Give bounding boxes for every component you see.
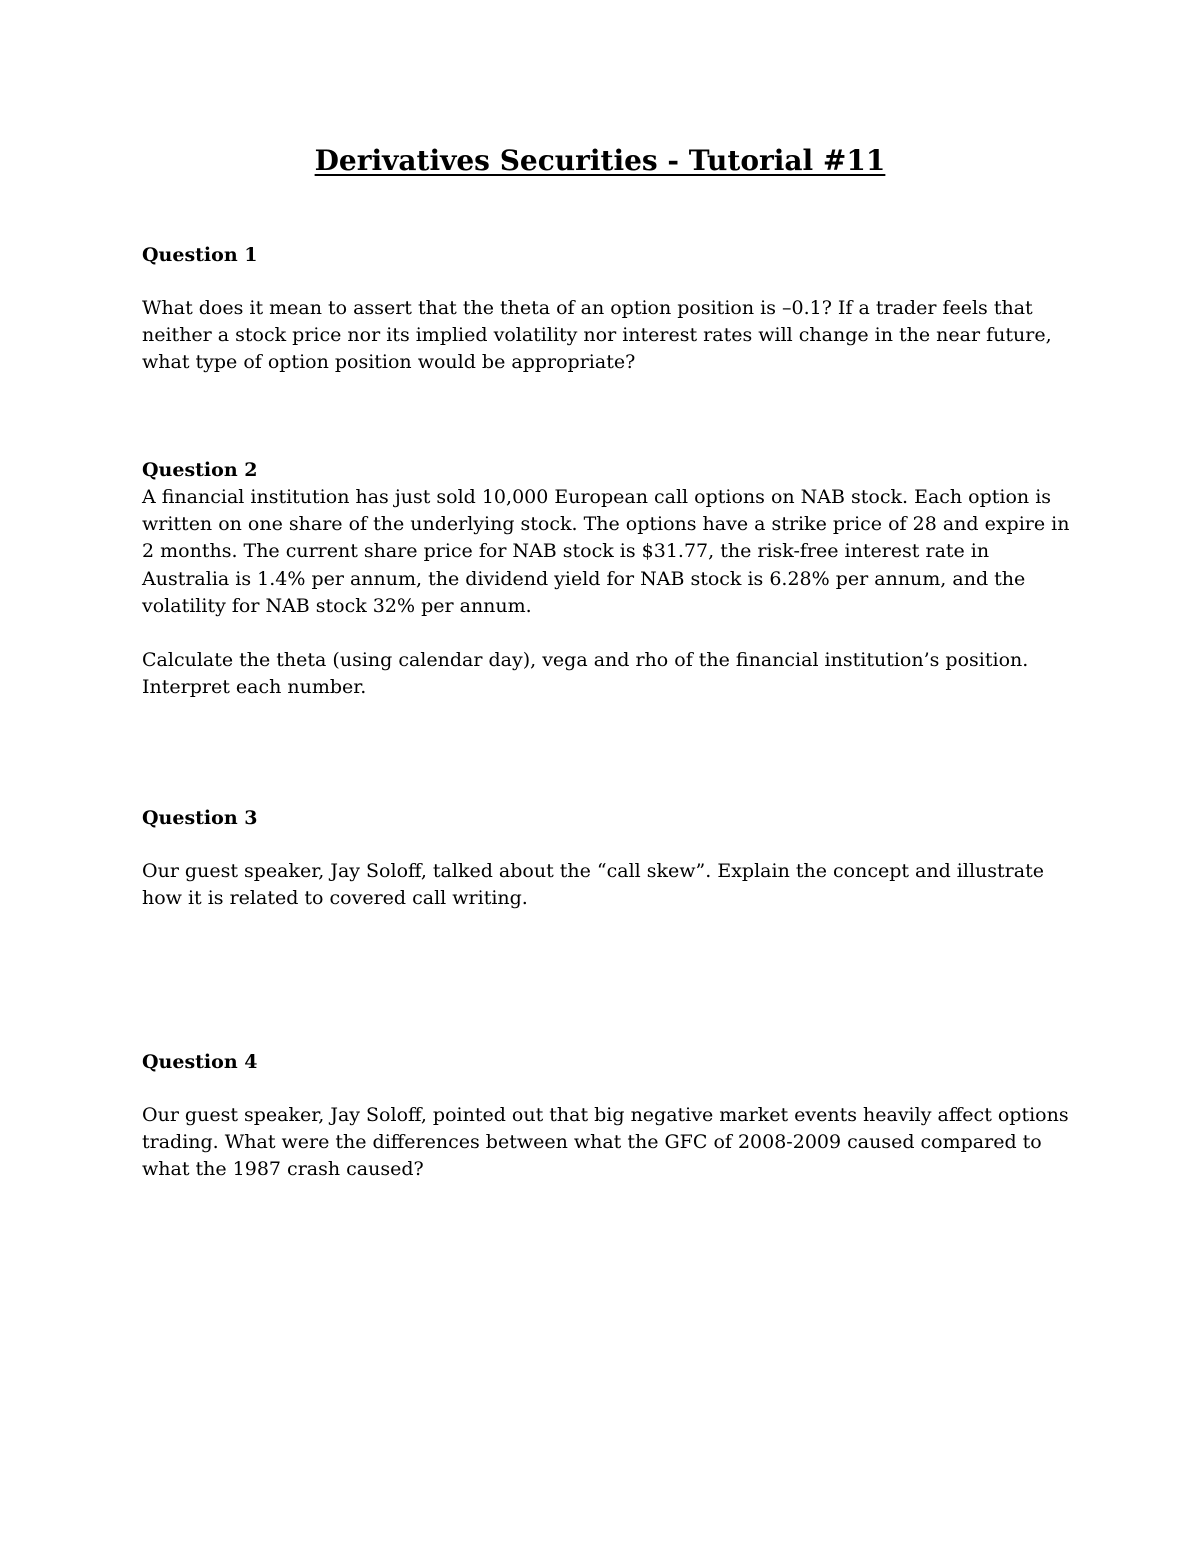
question-2-paragraph-2: Calculate the theta (using calendar day), vega and rho of the financial institution’s position. Interpret each number. — [142, 649, 1029, 699]
document-title: Derivatives Securities - Tutorial #11 — [314, 144, 886, 177]
question-1-paragraph-1: What does it mean to assert that the theta of an option position is –0.1? If a trader feels that neither a stock price nor its implied volatility nor interest rates will change in the near future, what type of option position would be appropriate? — [142, 297, 1052, 374]
question-4-heading-block — [142, 1049, 1072, 1076]
question-1-heading: Question 1 — [142, 244, 258, 266]
question-3-heading-block — [142, 805, 1072, 832]
question-4-body — [142, 1102, 1072, 1184]
question-2-paragraph-1: A financial institution has just sold 10,000 European call options on NAB stock. Each option is written on one share of the underlying stock. The options have a strike price of 28 and expire in 2 months. The current share price for NAB stock is $31.77, the risk-free interest rate in Australia is 1.4% per annum, the dividend yield for NAB stock is 6.28% per annum, and the volatility for NAB stock 32% per annum. — [142, 486, 1070, 617]
question-1-heading-block — [142, 242, 1072, 269]
question-3-body — [142, 858, 1072, 912]
question-3-paragraph-1: Our guest speaker, Jay Soloff, talked about the “call skew”. Explain the concept and illustrate how it is related to covered call writing. — [142, 860, 1044, 910]
question-2-body-2 — [142, 647, 1072, 701]
question-3-heading: Question 3 — [142, 807, 258, 829]
question-2-block — [142, 457, 1072, 620]
question-2-heading: Question 2 — [142, 459, 258, 481]
question-4-heading: Question 4 — [142, 1051, 258, 1073]
question-4-paragraph-1: Our guest speaker, Jay Soloff, pointed out that big negative market events heavily affect options trading. What were the differences between what the GFC of 2008-2009 caused compared to what the 1987 crash caused? — [142, 1104, 1069, 1181]
question-1-body — [142, 295, 1072, 377]
